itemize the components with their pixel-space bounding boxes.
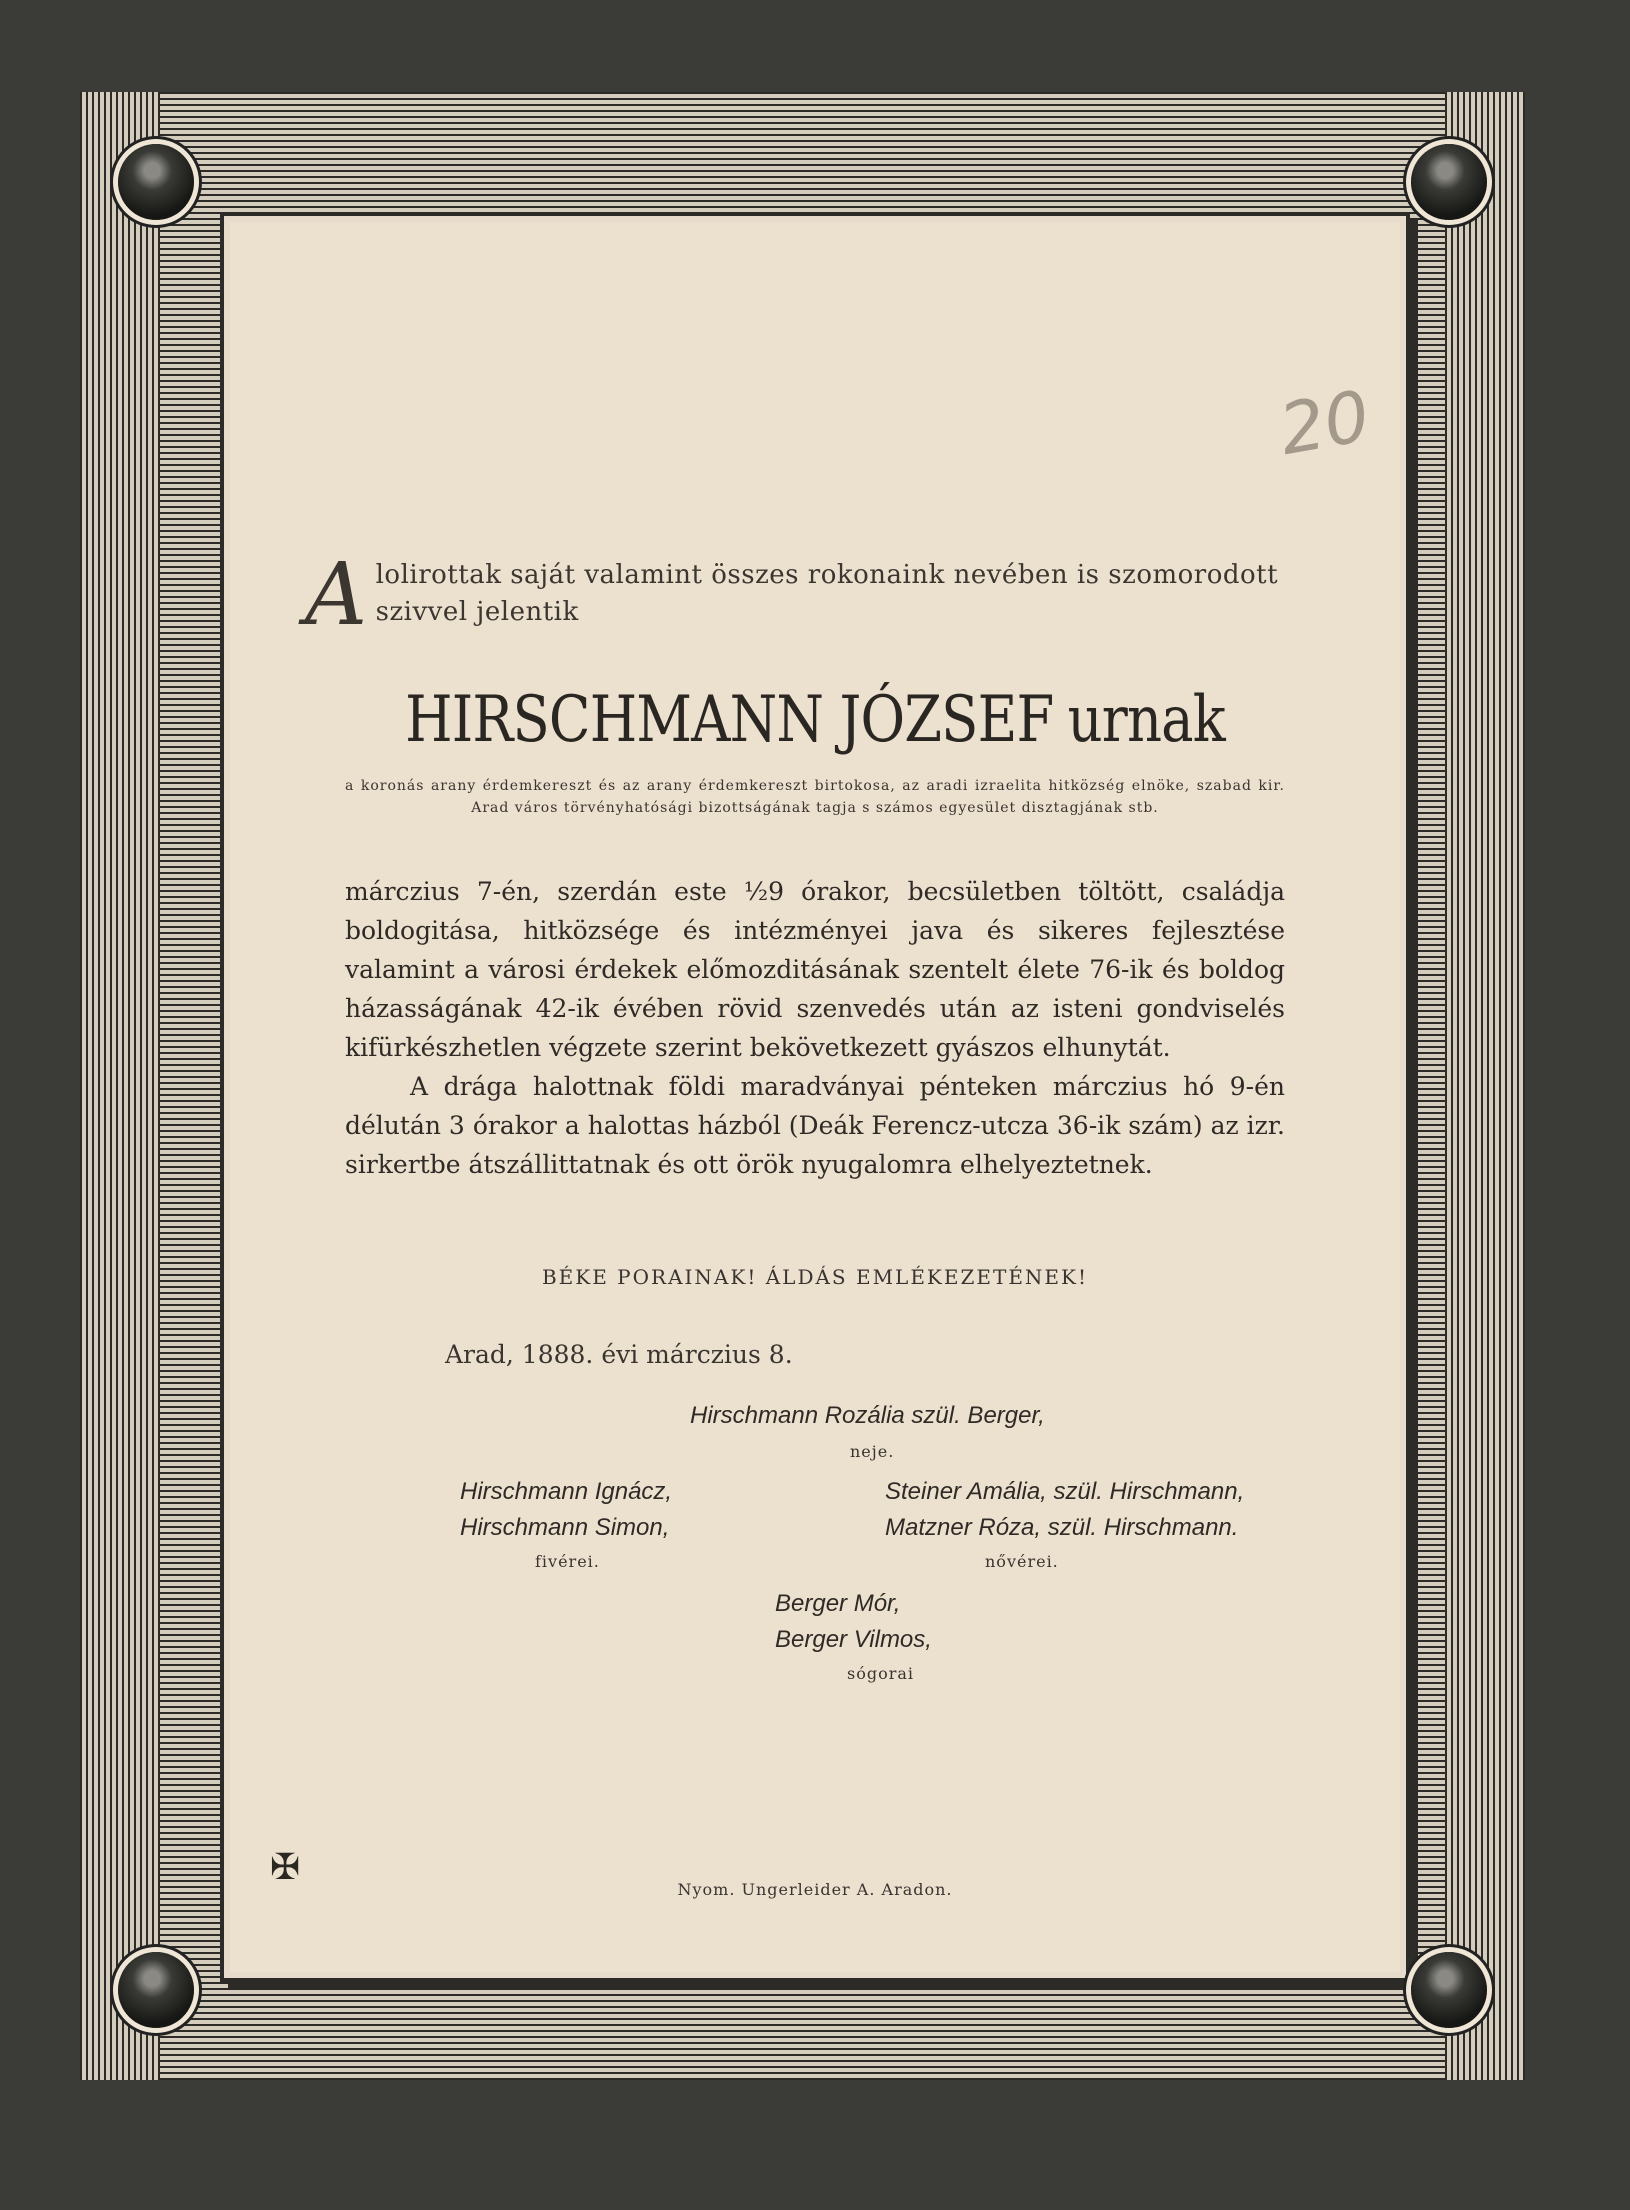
corner-knob-top-right <box>1411 144 1487 220</box>
place-date: Arad, 1888. évi márczius 8. <box>445 1340 793 1369</box>
signatory-brother-in-law-2: Berger Vilmos, <box>775 1626 932 1653</box>
signatory-brother-in-law-1: Berger Mór, <box>775 1590 901 1617</box>
intro-text: lolirottak saját valamint összes rokonaink nevében is szomorodott szivvel jelentik <box>375 560 1279 627</box>
ornamental-initial: A <box>305 545 368 645</box>
intro-paragraph <box>305 545 1285 645</box>
relation-wife: neje. <box>850 1442 895 1461</box>
notice-body <box>345 872 1285 1184</box>
relation-brothers-in-law: sógorai <box>847 1664 915 1683</box>
body-paragraph-2: A drága halottnak földi maradványai pénteken márczius hó 9-én délután 3 órakor a halottas házból (Deák Ferencz-utcza 36-ik szám) az izr. sirkertbe átszállittatnak és ott örök nyugalomra elhelyeztetnek. <box>345 1072 1285 1179</box>
handwritten-number: 20 <box>1273 374 1376 472</box>
relation-sisters: nővérei. <box>985 1552 1059 1571</box>
mourning-notice-sheet <box>80 92 1525 2080</box>
signatory-sister-1: Steiner Amália, szül. Hirschmann, <box>885 1478 1245 1505</box>
border-right <box>1445 92 1525 2080</box>
printer-mark-icon: ✠ <box>270 1847 301 1888</box>
deceased-name <box>318 682 1313 757</box>
signatory-wife: Hirschmann Rozália szül. Berger, <box>690 1402 1045 1429</box>
deceased-titles: a koronás arany érdemkereszt és az arany érdemkereszt birtokosa, az aradi izraelita hitközség elnöke, szabad kir. Arad város törvényhatósági bizottságának tagja s számos egyesület disztagjának stb. <box>345 778 1285 816</box>
motto: BÉKE PORAINAK! ÁLDÁS EMLÉKEZETÉNEK! <box>541 1265 1088 1289</box>
deceased-suffix: urnak <box>1067 683 1225 757</box>
deceased-name-text: HIRSCHMANN JÓZSEF <box>405 683 1054 757</box>
signatory-sister-2: Matzner Róza, szül. Hirschmann. <box>885 1514 1239 1541</box>
corner-knob-bottom-left <box>118 1952 194 2028</box>
printer-imprint: Nyom. Ungerleider A. Aradon. <box>677 1880 953 1899</box>
relation-brothers: fivérei. <box>535 1552 600 1571</box>
body-paragraph-1: márczius 7-én, szerdán este ½9 órakor, becsületben töltött, családja boldogitása, hitközsége és intézményei java és sikeres fejlesztése valamint a városi érdekek előmozditásának szentelt élete 76-ik és boldog házasságának 42-ik évében rövid szenvedés után az isteni gondviselés kifürkészhetlen végzete szerint bekövetkezett gyászos elhunytát. <box>345 877 1285 1062</box>
border-left <box>80 92 160 2080</box>
corner-knob-bottom-right <box>1411 1952 1487 2028</box>
signatory-brother-1: Hirschmann Ignácz, <box>460 1478 673 1505</box>
signatory-brother-2: Hirschmann Simon, <box>460 1514 670 1541</box>
notice-content <box>230 222 1400 1972</box>
corner-knob-top-left <box>118 144 194 220</box>
